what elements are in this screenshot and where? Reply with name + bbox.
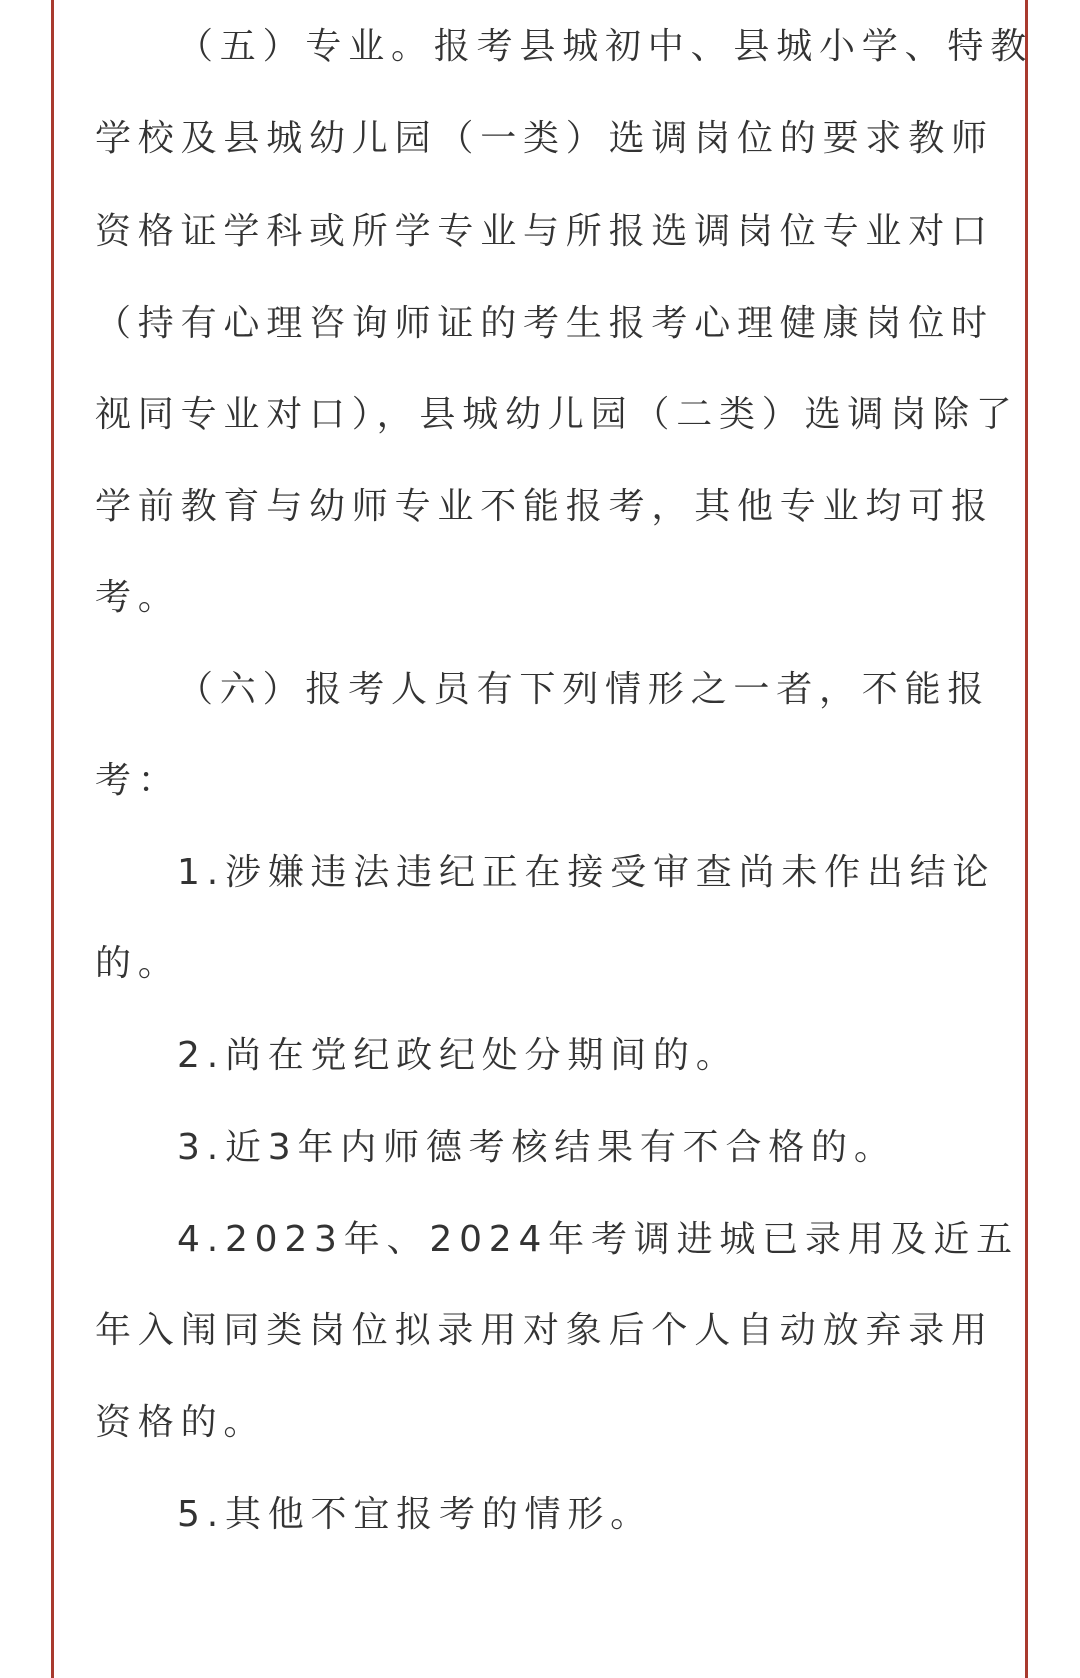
paragraph-5-line-3: 资格证学科或所学专业与所报选调岗位专业对口: [95, 211, 994, 252]
list-item-1-line-2: 的。: [95, 943, 181, 984]
list-item-4-line-1: 4.2023年、2024年考调进城已录用及近五: [177, 1219, 1019, 1260]
page-border-left: [51, 0, 54, 1678]
list-item-2: 2.尚在党纪政纪处分期间的。: [177, 1035, 739, 1076]
paragraph-5-line-2: 学校及县城幼儿园（一类）选调岗位的要求教师: [95, 118, 994, 159]
list-item-4-line-3: 资格的。: [95, 1402, 267, 1443]
paragraph-5-line-6: 学前教育与幼师专业不能报考，其他专业均可报: [95, 486, 994, 527]
paragraph-6-line-1: （六）报考人员有下列情形之一者，不能报: [177, 669, 991, 710]
list-item-1-line-1: 1.涉嫌违法违纪正在接受审查尚未作出结论: [177, 852, 996, 893]
paragraph-5-line-5: 视同专业对口），县城幼儿园（二类）选调岗除了: [95, 394, 1019, 435]
list-item-5: 5.其他不宜报考的情形。: [177, 1494, 653, 1535]
page-border-right: [1025, 0, 1028, 1678]
paragraph-5-line-4: （持有心理咨询师证的考生报考心理健康岗位时: [95, 303, 994, 344]
paragraph-6-line-2: 考：: [95, 760, 181, 801]
paragraph-5-line-1: （五）专业。报考县城初中、县城小学、特教: [177, 26, 1034, 67]
list-item-3: 3.近3年内师德考核结果有不合格的。: [177, 1127, 897, 1168]
paragraph-5-line-7: 考。: [95, 577, 181, 618]
list-item-4-line-2: 年入闱同类岗位拟录用对象后个人自动放弃录用: [95, 1310, 994, 1351]
